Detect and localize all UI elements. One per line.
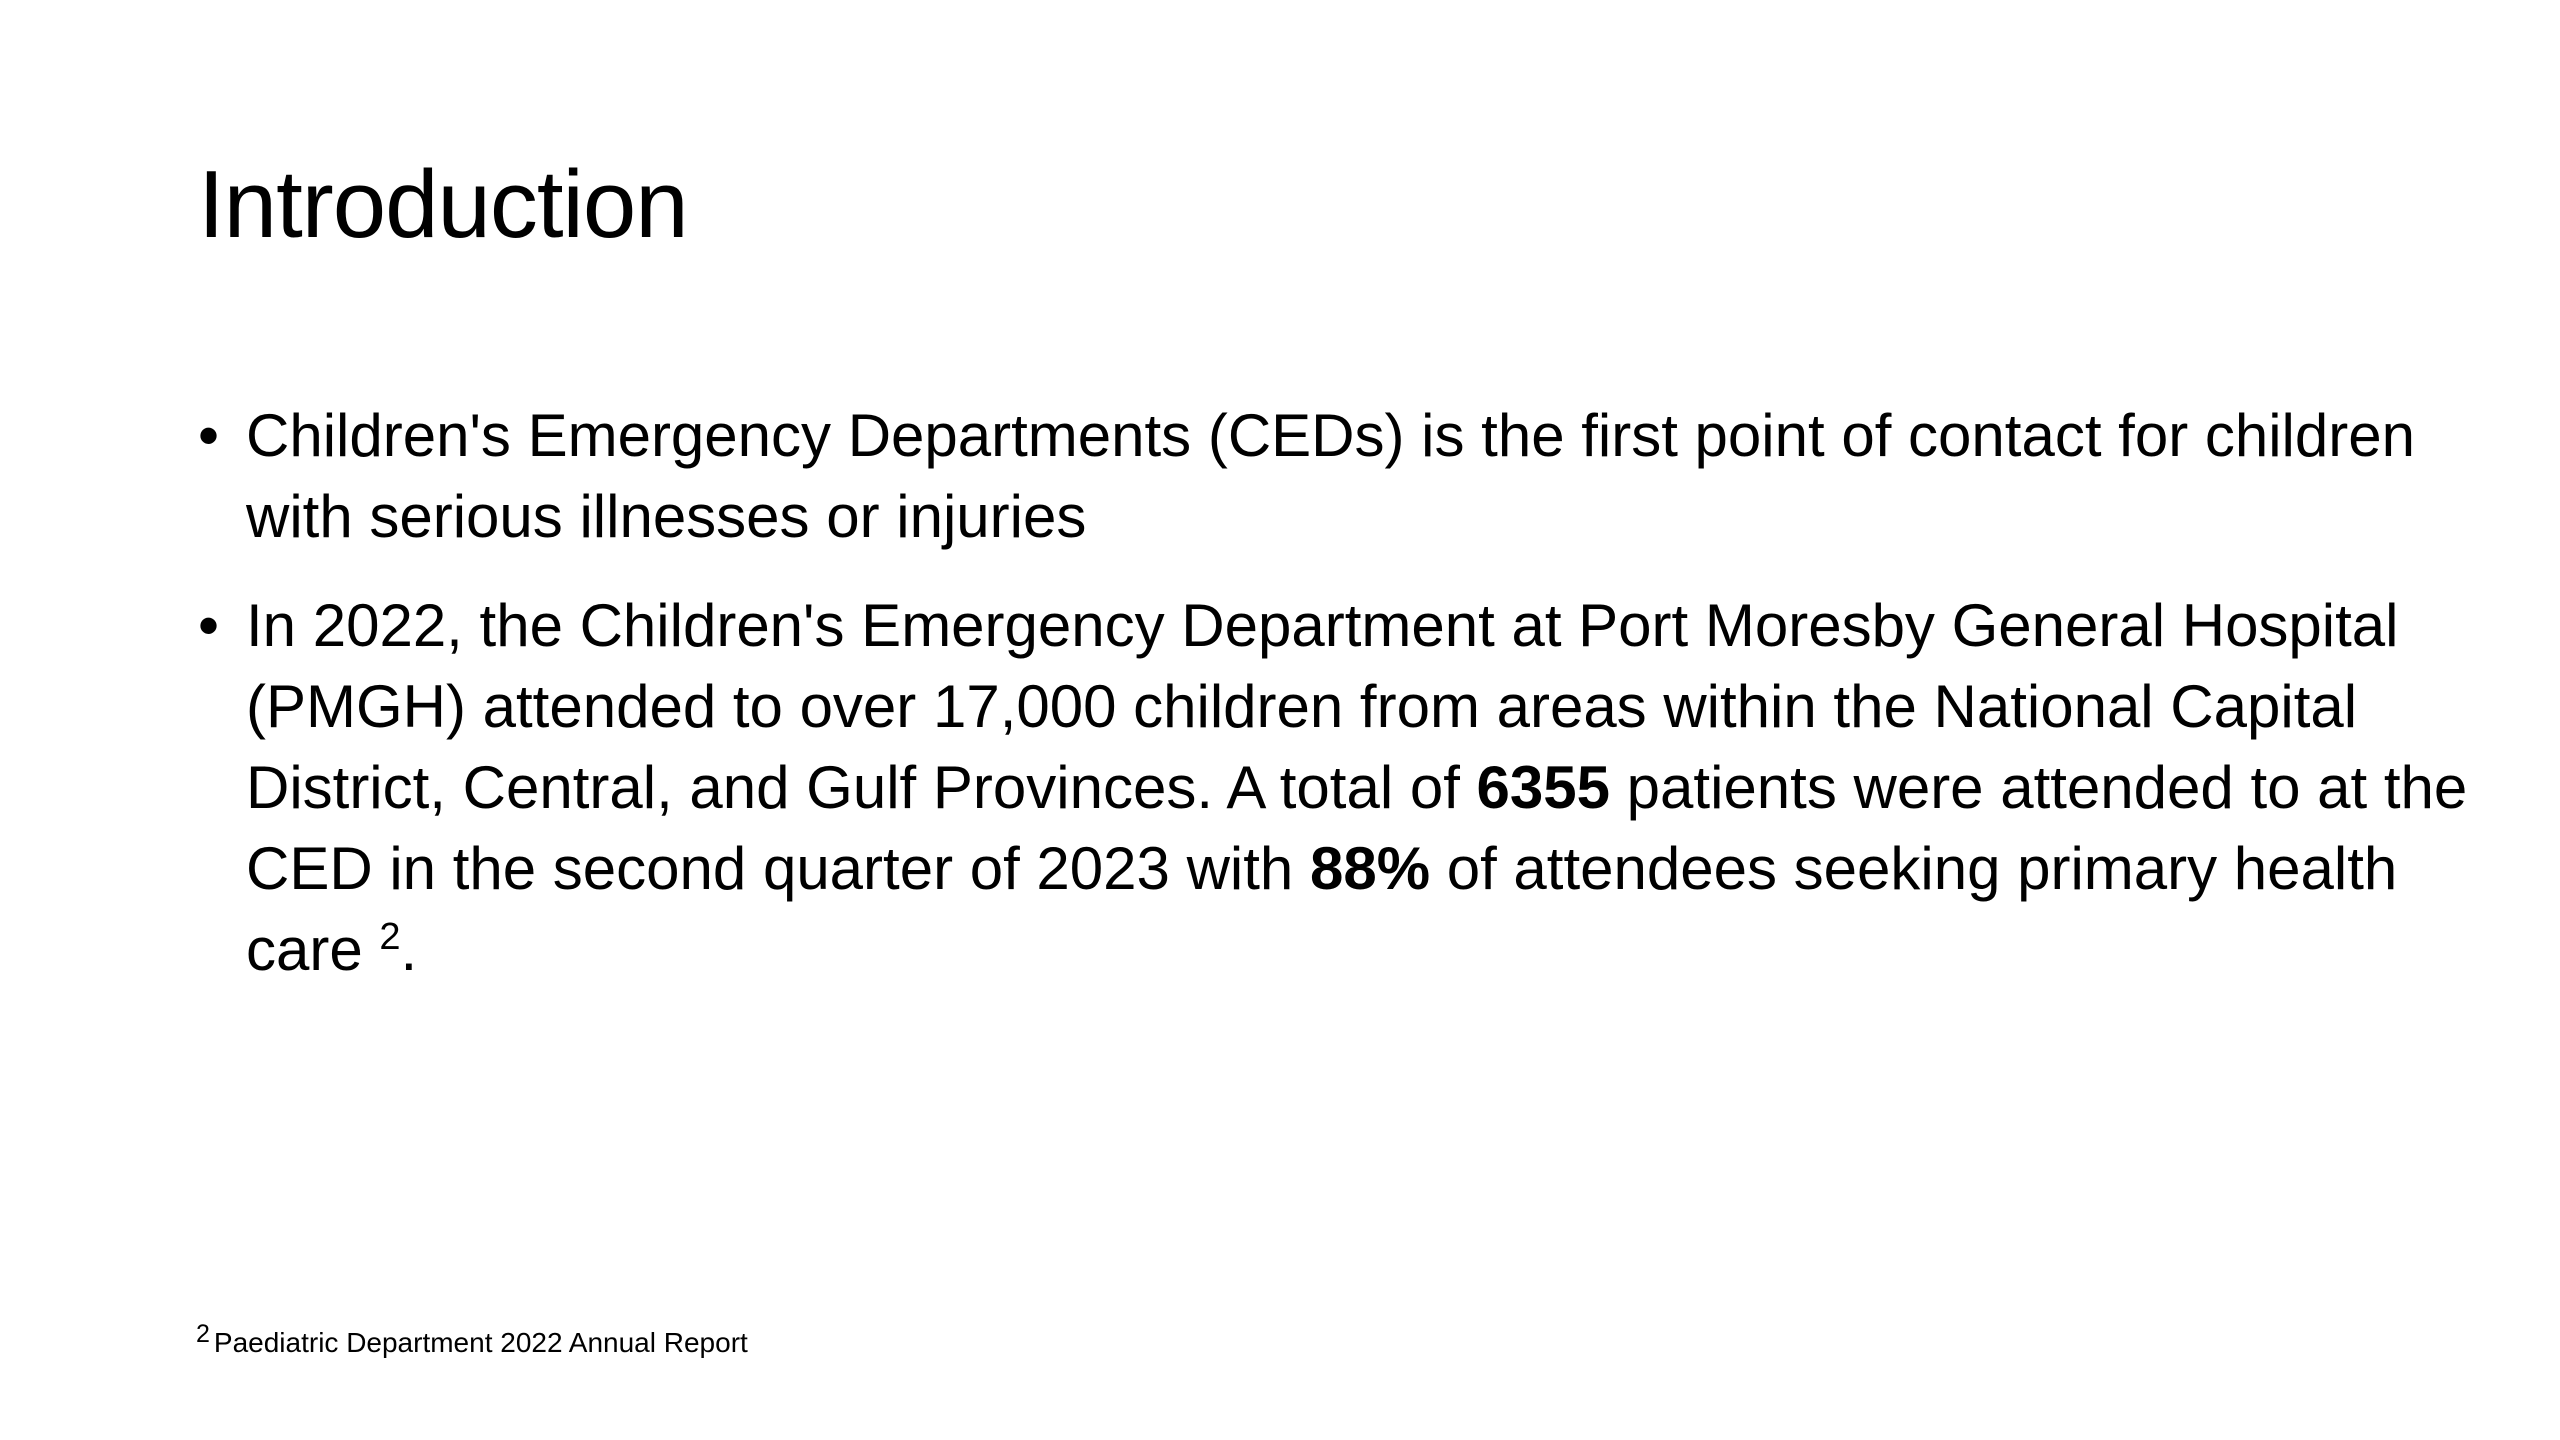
bullet-text-part-1: In 2022, the Children's Emergency Department at Port Moresby General Hospital (PMGH) attended to over 17,000 children from areas within the National Capital District, Central, and Gulf Provinces. A total of [246, 592, 2399, 821]
bullet-dot-icon: • [198, 592, 220, 659]
patient-count-highlight: 6355 [1476, 754, 1611, 821]
bullet-item-pmgh-statistics [198, 585, 2478, 990]
bullet-text-part-2: patients were attended to at the CED in the second quarter of 2023 with [246, 754, 2468, 902]
footnote-reference: 2 [379, 916, 401, 958]
footnote-text: Paediatric Department 2022 Annual Report [213, 1327, 748, 1358]
primary-care-percentage-highlight: 88% [1309, 835, 1431, 902]
bullet-text-part-3: of attendees seeking primary health care [246, 835, 2398, 983]
bullet-item-ced-definition [198, 395, 2478, 557]
slide-title: Introduction [198, 151, 688, 258]
bullet-text-part-4: . [400, 916, 418, 983]
bullet-dot-icon: • [198, 402, 220, 469]
footnote [196, 1319, 748, 1360]
bullet-text: Children's Emergency Departments (CEDs) is the first point of contact for children with serious illnesses or injuries [246, 402, 2415, 550]
footnote-number: 2 [196, 1319, 210, 1348]
bullet-list [198, 395, 2478, 1018]
